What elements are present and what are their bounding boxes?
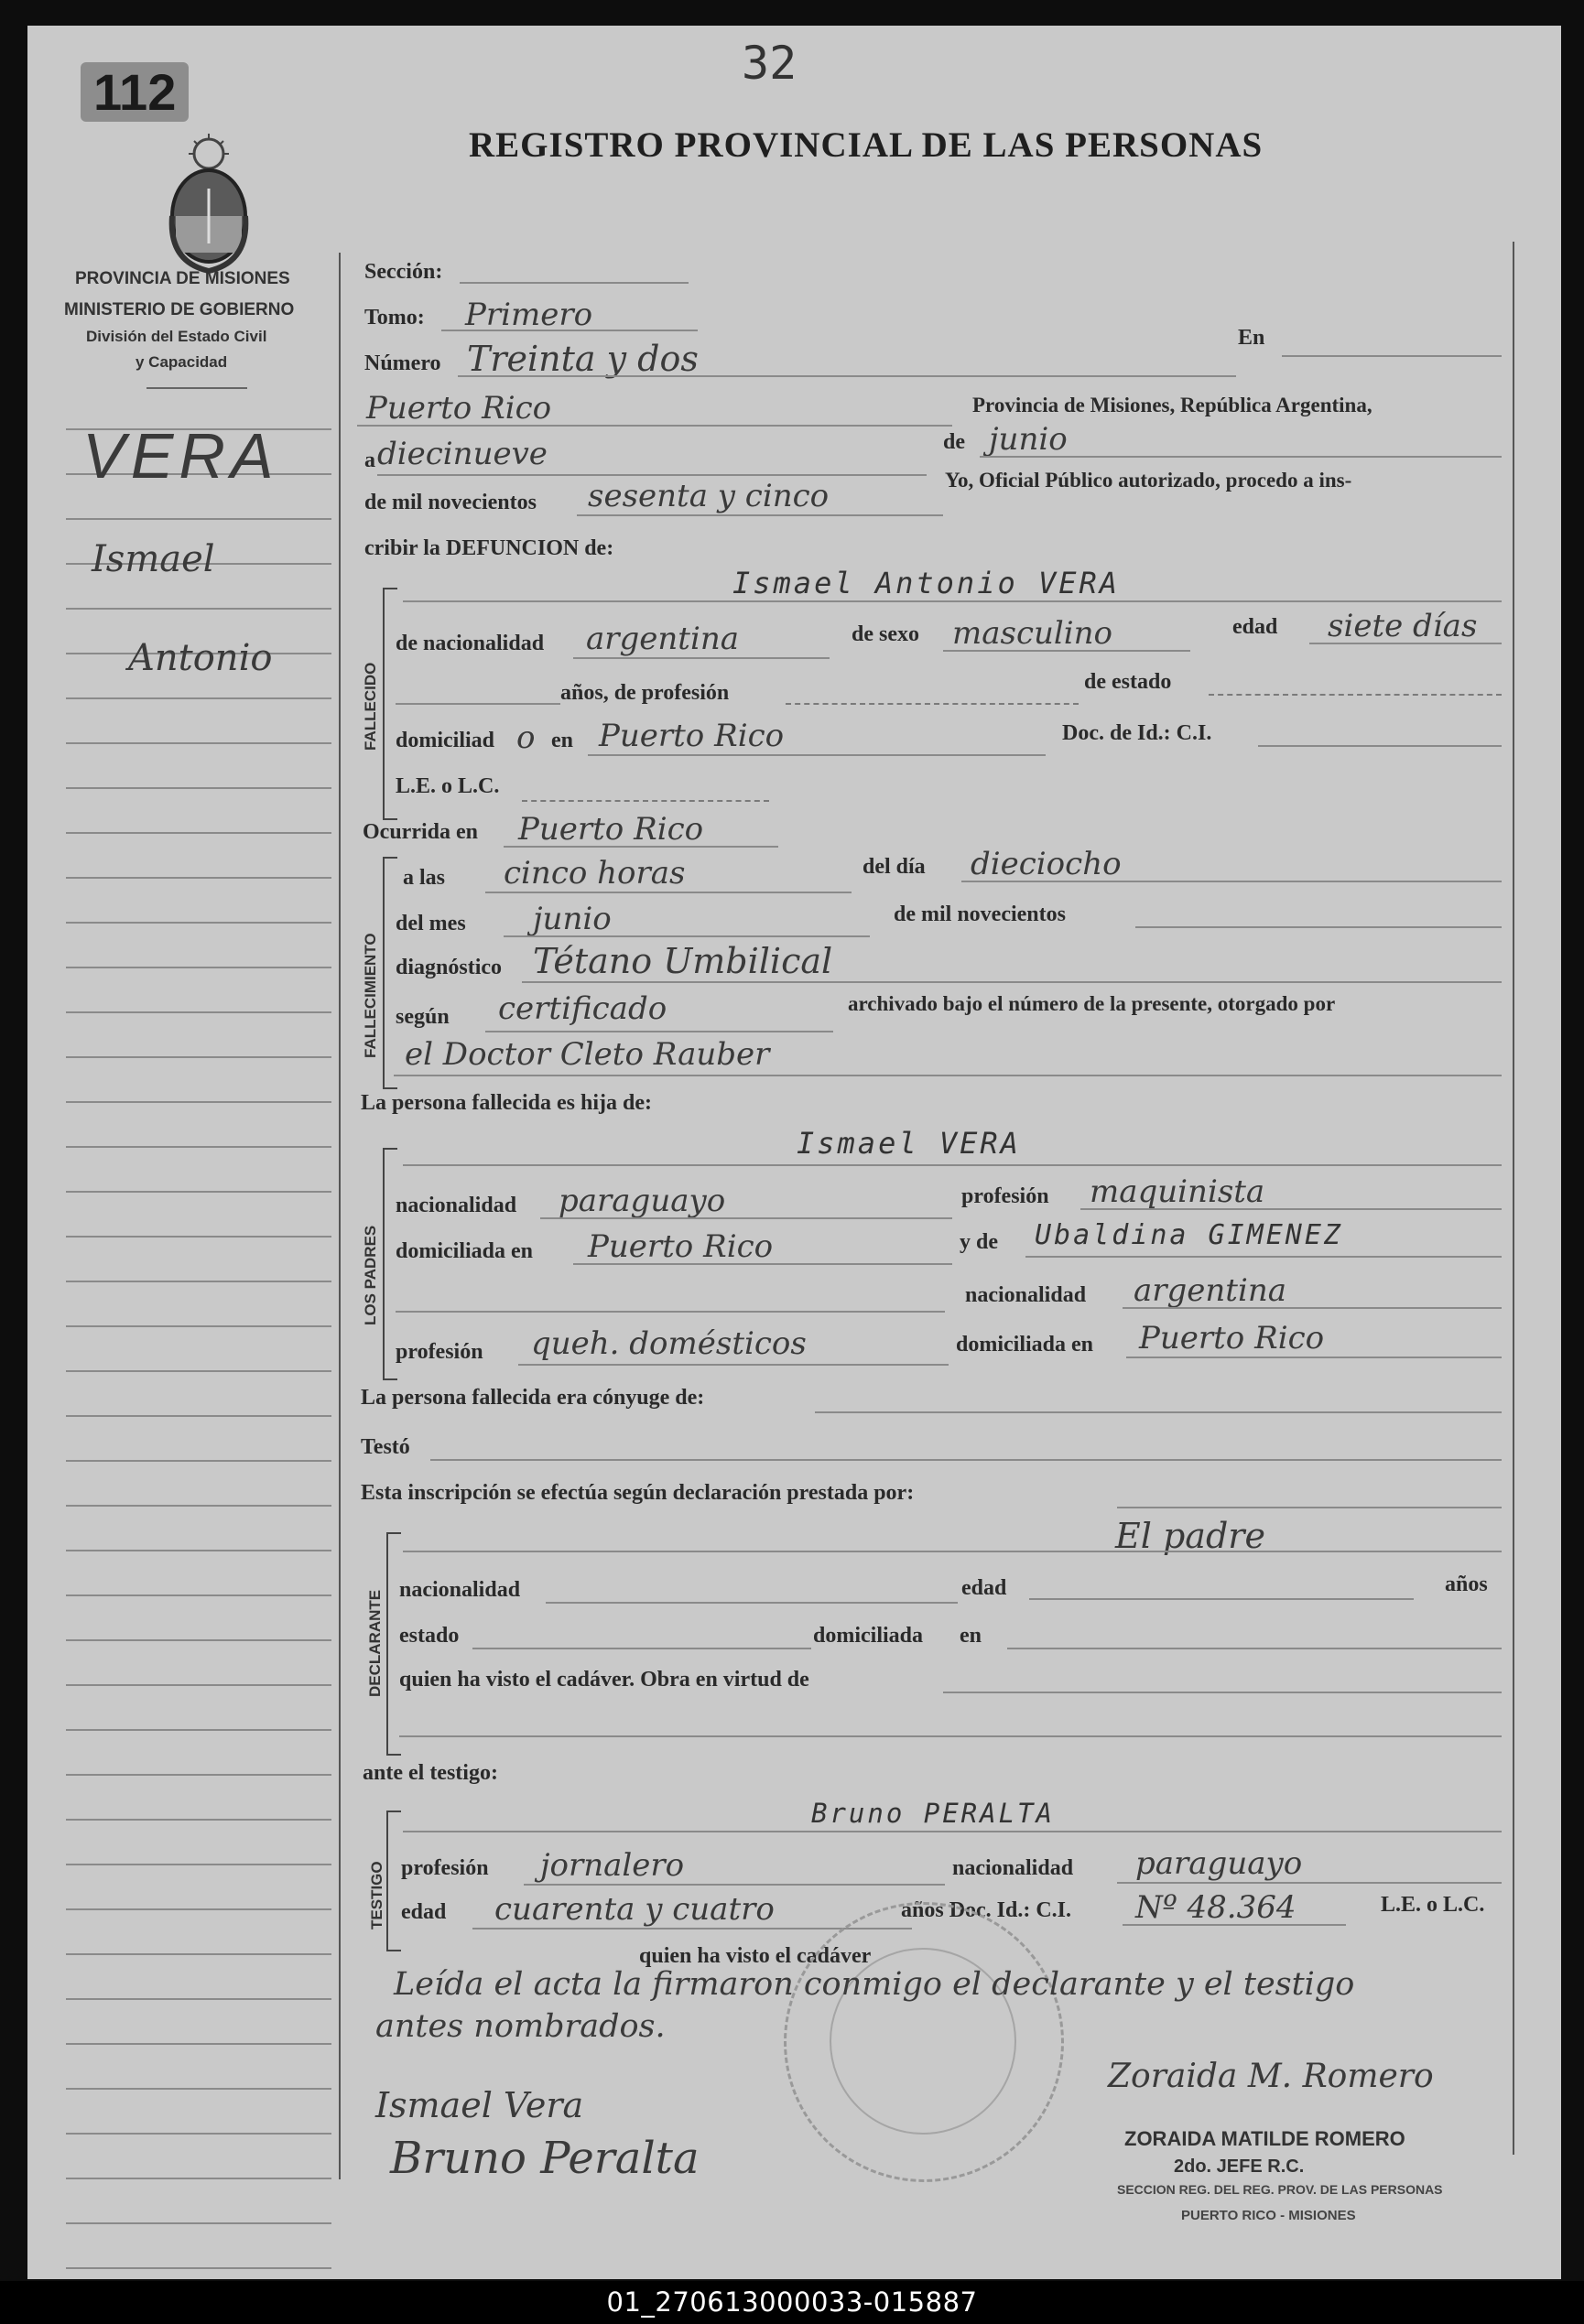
image-id-caption: 01_270613000033-015887 — [0, 2281, 1584, 2324]
mes-value: junio — [533, 901, 612, 937]
declarante-domiciliada-label: domiciliada — [813, 1624, 924, 1648]
hora-value: cinco horas — [504, 855, 686, 892]
edad-label: edad — [1232, 615, 1278, 639]
madre-domicilio-value: Puerto Rico — [1139, 1320, 1325, 1357]
padres-section-label: LOS PADRES — [362, 1225, 379, 1325]
le-label: L.E. o L.C. — [396, 774, 500, 798]
padre-domicilio-label: domiciliada en — [396, 1239, 534, 1263]
day-value: diecinueve — [377, 436, 548, 472]
margin-ruled-line — [66, 1639, 331, 1641]
anio-label: de mil novecientos — [894, 903, 1066, 926]
testigo-name: Bruno PERALTA — [811, 1798, 1055, 1829]
padre-nacionalidad-label: nacionalidad — [396, 1194, 517, 1217]
province-text: Provincia de Misiones, República Argentina, — [972, 394, 1372, 416]
declarante-anos-label: años — [1445, 1573, 1488, 1596]
margin-ruled-line — [66, 742, 331, 744]
fallecido-section-label: FALLECIDO — [362, 662, 379, 751]
testigo-profesion-label: profesión — [401, 1856, 489, 1880]
numero-value: Treinta y dos — [467, 339, 699, 379]
testigo-profesion-value: jornalero — [540, 1847, 685, 1884]
margin-ruled-line — [66, 1819, 331, 1821]
year-value: sesenta y cinco — [588, 478, 830, 514]
margin-ruled-line — [66, 1325, 331, 1327]
margin-ruled-line — [66, 2178, 331, 2179]
coat-of-arms-emblem — [163, 134, 255, 280]
testo-label: Testó — [361, 1435, 410, 1459]
official-title: 2do. JEFE R.C. — [1174, 2156, 1305, 2177]
madre-nacionalidad-value: argentina — [1134, 1272, 1287, 1309]
mes-label: del mes — [396, 912, 466, 935]
ocurrida-label: Ocurrida en — [363, 820, 478, 844]
margin-ruled-line — [66, 697, 331, 699]
declarante-estado-label: estado — [399, 1624, 460, 1648]
agency-line-4: y Capacidad — [136, 353, 228, 371]
declarante-en-label: en — [960, 1624, 982, 1648]
margin-ruled-line — [66, 1236, 331, 1238]
numero-label: Número — [364, 351, 441, 375]
madre-name: Ubaldina GIMENEZ — [1035, 1219, 1343, 1251]
testigo-edad-value: cuarenta y cuatro — [494, 1891, 775, 1928]
margin-ruled-line — [66, 1550, 331, 1551]
margin-ruled-line — [66, 1281, 331, 1282]
hora-label: a las — [403, 866, 446, 890]
domicilio-en-label: en — [551, 729, 573, 752]
folio-number: 112 — [81, 62, 189, 122]
margin-ruled-line — [66, 2267, 331, 2269]
margin-ruled-line — [66, 2043, 331, 2045]
signature-declarante: Ismael Vera — [375, 2085, 584, 2125]
y-de-label: y de — [960, 1230, 998, 1254]
padre-domicilio-value: Puerto Rico — [588, 1228, 774, 1265]
official-text: Yo, Oficial Público autorizado, procedo a ins- — [945, 469, 1352, 492]
anos-profesion-label: años, de profesión — [560, 681, 730, 705]
margin-ruled-line — [66, 2133, 331, 2135]
padres-intro: La persona fallecida es hija de: — [361, 1091, 652, 1115]
page-title: REGISTRO PROVINCIAL DE LAS PERSONAS — [469, 125, 1264, 165]
nacionalidad-label: de nacionalidad — [396, 632, 545, 655]
margin-ruled-line — [66, 1953, 331, 1955]
margin-ruled-line — [66, 1011, 331, 1013]
declarante-intro: Esta inscripción se efectúa según declaración prestada por: — [361, 1481, 915, 1505]
dia-value: dieciocho — [971, 846, 1122, 882]
signature-official: Zoraida M. Romero — [1108, 2058, 1434, 2095]
nacionalidad-value: argentina — [586, 621, 740, 657]
segun-label: según — [396, 1005, 450, 1029]
ocurrida-value: Puerto Rico — [518, 811, 704, 848]
tomo-label: Tomo: — [364, 306, 425, 330]
en-label: En — [1238, 326, 1265, 350]
padre-nacionalidad-value: paraguayo — [559, 1183, 726, 1219]
inscribir-text: cribir la DEFUNCION de: — [364, 536, 614, 560]
edad-value: siete días — [1328, 608, 1478, 644]
madre-domicilio-label: domiciliada en — [956, 1333, 1094, 1357]
margin-ruled-line — [66, 1460, 331, 1462]
margin-ruled-line — [66, 518, 331, 520]
a-label: a — [364, 449, 375, 472]
padre-profesion-label: profesión — [961, 1184, 1049, 1208]
margin-ruled-line — [66, 1191, 331, 1193]
tomo-value: Primero — [465, 297, 593, 333]
sexo-value: masculino — [952, 615, 1113, 652]
agency-line-3: División del Estado Civil — [86, 328, 267, 345]
fallecimiento-section-label: FALLECIMIENTO — [362, 933, 379, 1058]
margin-ruled-line — [66, 1684, 331, 1686]
year-label: de mil novecientos — [364, 491, 537, 514]
margin-ruled-line — [66, 787, 331, 789]
seccion-label: Sección: — [364, 260, 443, 284]
segun-value: certificado — [498, 990, 667, 1027]
margin-ruled-line — [66, 832, 331, 834]
register-page — [27, 26, 1561, 2279]
margin-ruled-line — [66, 1998, 331, 2000]
official-office: SECCION REG. DEL REG. PROV. DE LAS PERSONAS — [1117, 2182, 1443, 2197]
margin-ruled-line — [66, 967, 331, 968]
declarante-nacionalidad-label: nacionalidad — [399, 1578, 521, 1602]
margin-ruled-line — [66, 1415, 331, 1417]
madre-nacionalidad-label: nacionalidad — [965, 1283, 1087, 1307]
de-label: de — [943, 430, 965, 454]
place-value: Puerto Rico — [366, 390, 552, 427]
official-name: ZORAIDA MATILDE ROMERO — [1124, 2127, 1405, 2150]
closing-line-2: antes nombrados. — [375, 2008, 666, 2045]
doctor-value: el Doctor Cleto Rauber — [405, 1036, 770, 1073]
fallecido-name: Ismael Antonio VERA — [732, 566, 1121, 600]
margin-ruled-line — [66, 877, 331, 879]
doc-label: Doc. de Id.: C.I. — [1062, 721, 1212, 745]
madre-profesion-value: queh. domésticos — [531, 1325, 807, 1362]
margin-ruled-line — [66, 1774, 331, 1776]
padre-profesion-value: maquinista — [1090, 1173, 1265, 1210]
domicilio-value: Puerto Rico — [599, 718, 785, 754]
margin-ruled-line — [66, 1729, 331, 1731]
margin-first-name: Ismael — [92, 538, 215, 580]
padre-name: Ismael VERA — [797, 1126, 1021, 1161]
diagnostico-value: Tétano Umbilical — [533, 941, 833, 981]
margin-ruled-line — [66, 1505, 331, 1507]
agency-line-1: PROVINCIA DE MISIONES — [75, 269, 290, 288]
testigo-intro: ante el testigo: — [363, 1761, 498, 1785]
testigo-section-label: TESTIGO — [368, 1861, 385, 1929]
archivado-text: archivado bajo el número de la presente, otorgado por — [848, 992, 1336, 1015]
testigo-visto-text: quien ha visto el cadáver — [639, 1944, 872, 1968]
agency-line-2: MINISTERIO DE GOBIERNO — [64, 300, 295, 319]
estado-label: de estado — [1084, 670, 1172, 694]
margin-ruled-line — [66, 922, 331, 924]
domicilio-label: domiciliad — [396, 729, 495, 752]
margin-ruled-line — [66, 1056, 331, 1058]
month-value: junio — [989, 421, 1068, 458]
testigo-nacionalidad-label: nacionalidad — [952, 1856, 1074, 1880]
margin-ruled-line — [66, 1101, 331, 1103]
margin-surname: VERA — [82, 420, 279, 492]
margin-ruled-line — [66, 608, 331, 610]
madre-profesion-label: profesión — [396, 1340, 483, 1364]
dia-label: del día — [863, 855, 926, 879]
margin-ruled-line — [66, 2222, 331, 2224]
domicilio-suffix: o — [516, 719, 536, 756]
conyuge-label: La persona fallecida era cónyuge de: — [361, 1386, 705, 1410]
diagnostico-label: diagnóstico — [396, 956, 503, 979]
margin-ruled-line — [66, 1146, 331, 1148]
margin-ruled-line — [66, 2088, 331, 2090]
margin-ruled-line — [66, 1864, 331, 1865]
margin-second-name: Antonio — [128, 637, 273, 679]
margin-ruled-line — [66, 1908, 331, 1910]
testigo-edad-label: edad — [401, 1900, 447, 1924]
declarante-obra-text: quien ha visto el cadáver. Obra en virtud de — [399, 1668, 809, 1692]
testigo-doc-label: años Doc. Id.: C.I. — [901, 1898, 1072, 1922]
declarante-edad-label: edad — [961, 1576, 1007, 1600]
margin-ruled-line — [66, 1594, 331, 1596]
declarante-section-label: DECLARANTE — [366, 1589, 384, 1697]
closing-line-1: Leída el acta la firmaron conmigo el declarante y el testigo — [394, 1966, 1355, 2003]
testigo-doc-value: Nº 48.364 — [1135, 1889, 1296, 1926]
signature-testigo: Bruno Peralta — [390, 2133, 700, 2184]
margin-ruled-line — [66, 1370, 331, 1372]
testigo-le-label: L.E. o L.C. — [1381, 1893, 1485, 1917]
testigo-nacionalidad-value: paraguayo — [1135, 1845, 1303, 1882]
declarante-name: El padre — [1115, 1516, 1265, 1556]
page-number: 32 — [742, 37, 797, 90]
sexo-label: de sexo — [852, 622, 919, 646]
official-place: PUERTO RICO - MISIONES — [1181, 2208, 1356, 2223]
